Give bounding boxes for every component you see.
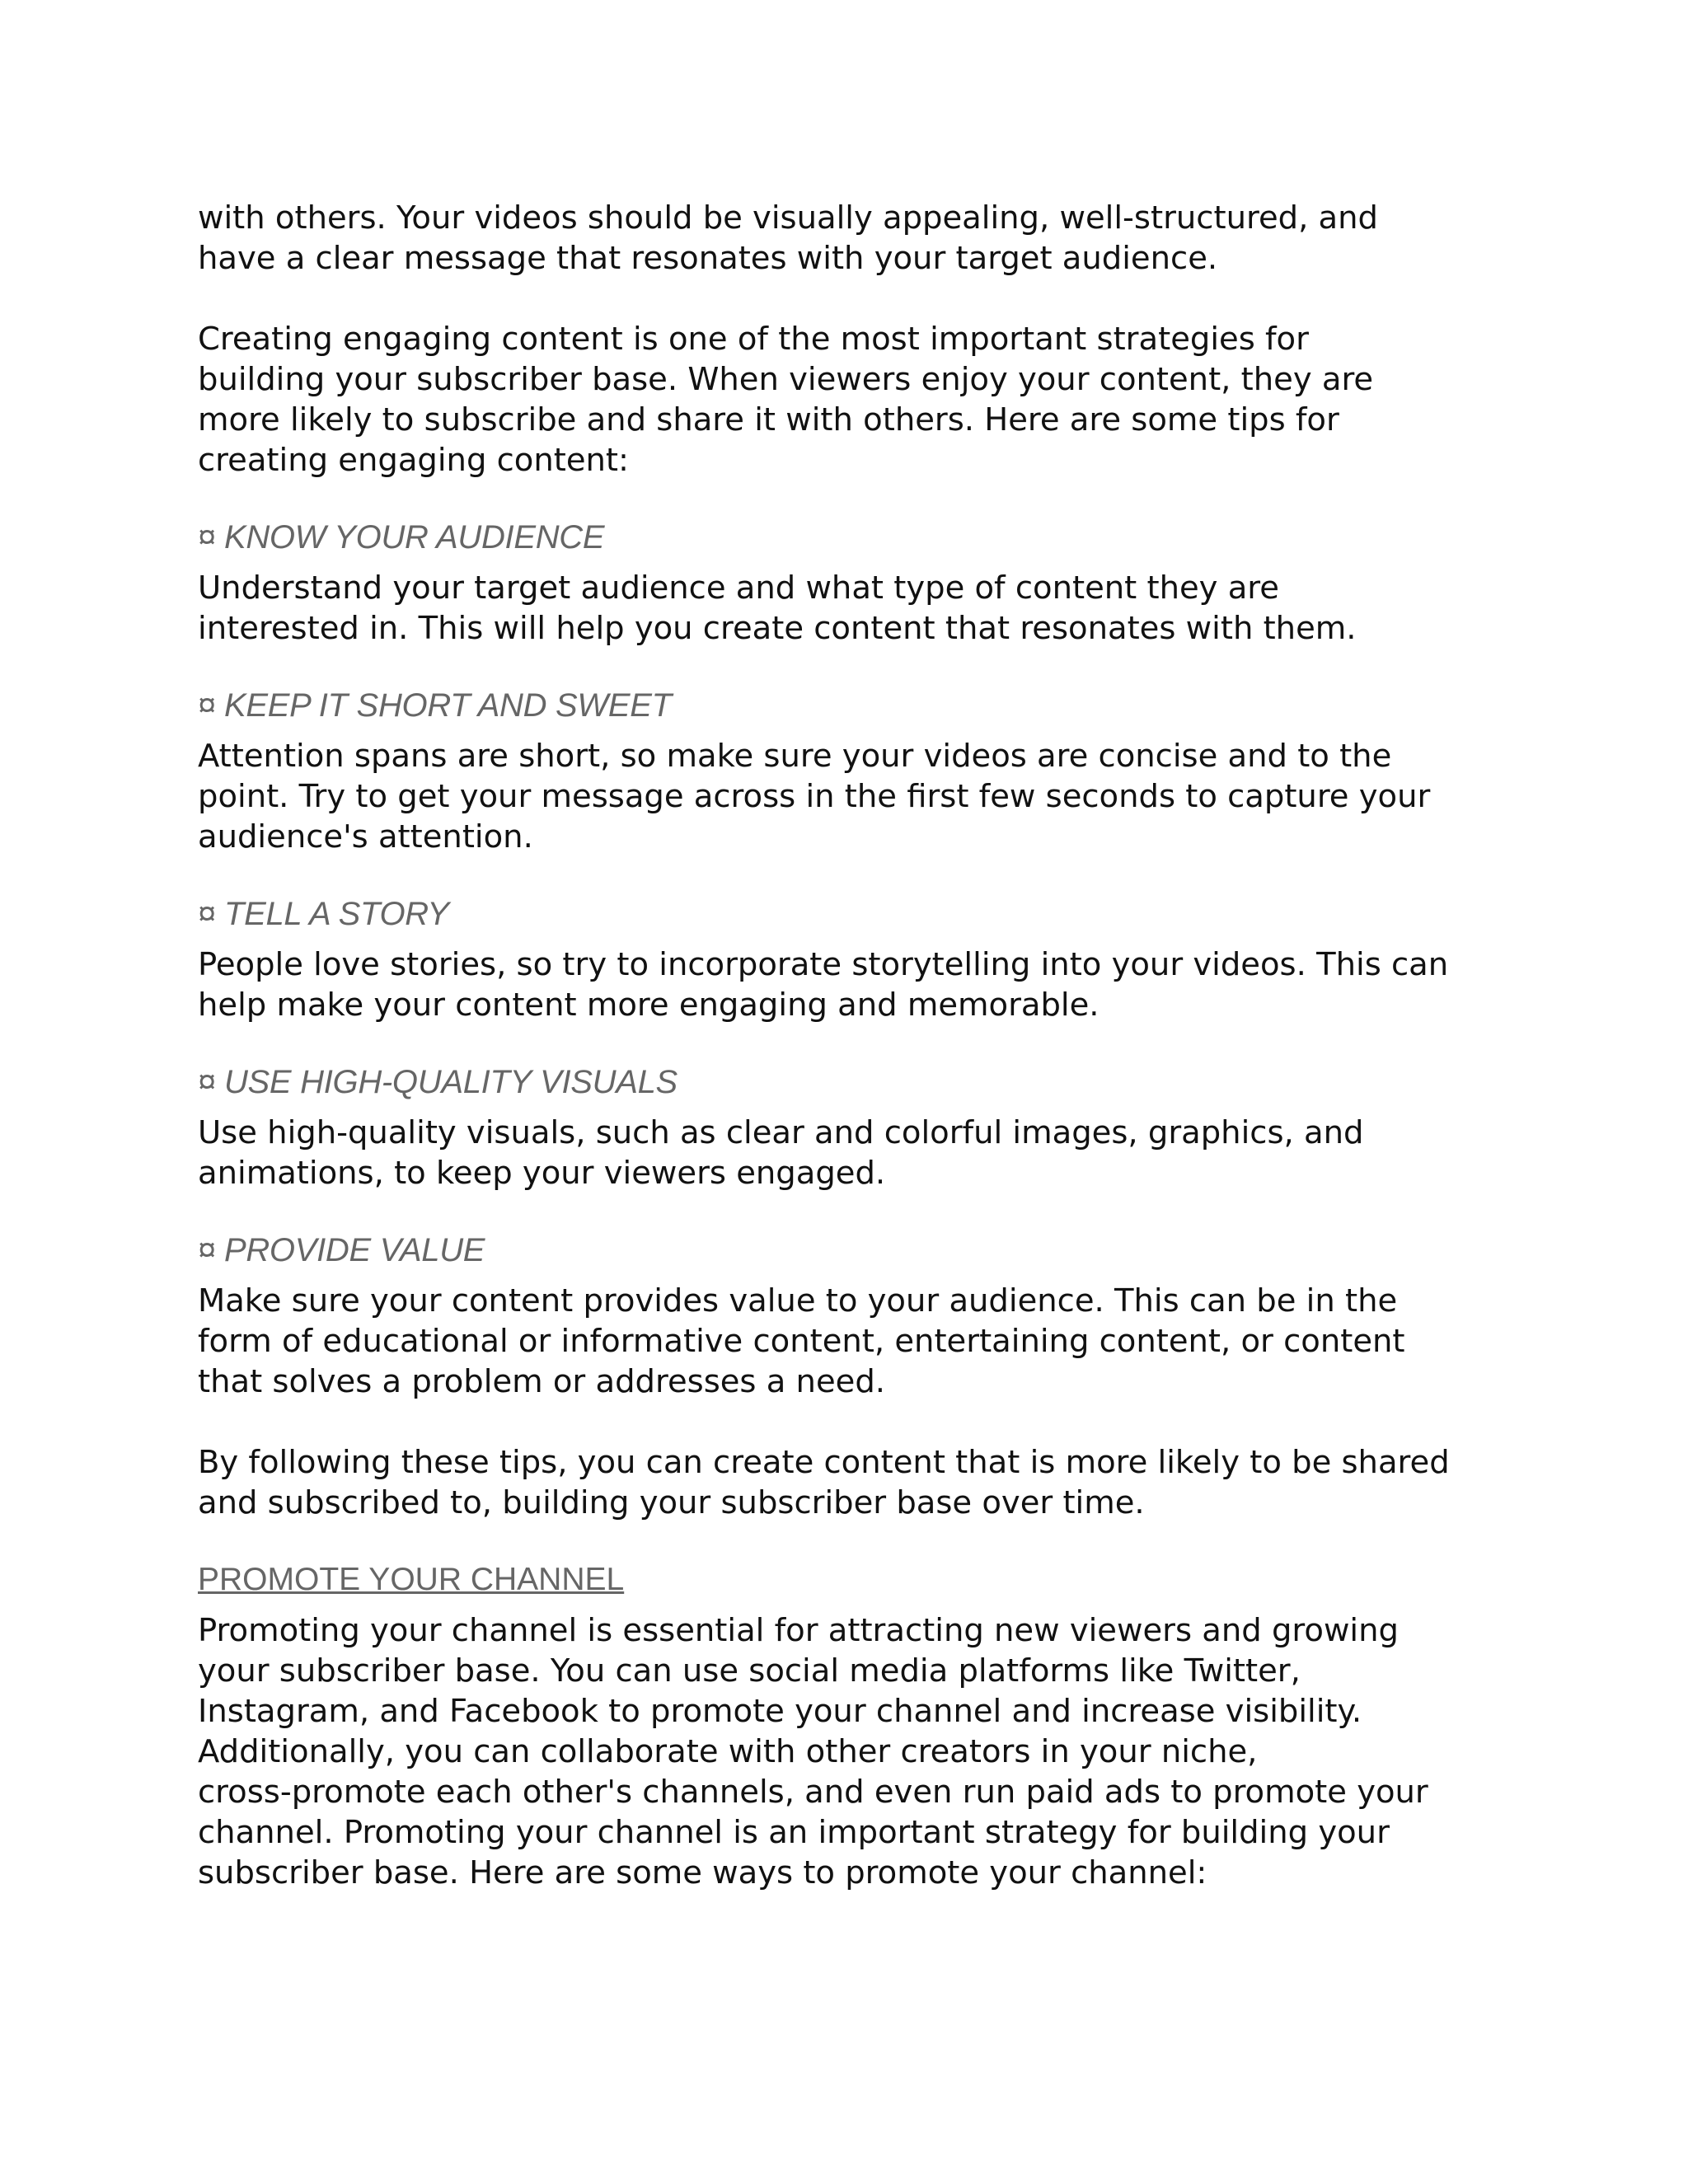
document-page: [198, 198, 1517, 1893]
currency-bullet-icon: ¤: [198, 687, 216, 724]
tip-body: Understand your target audience and what type of content they are interested in. This will help you create content that resonates with them.: [198, 569, 1357, 647]
tip-body: People love stories, so try to incorporate storytelling into your videos. This can help make your content more engaging and memorable.: [198, 946, 1449, 1024]
engaging-content-paragraph: Creating engaging content is one of the most important strategies for building your subscriber base. When viewers enjoy your content, they are more likely to subscribe and share it with others. Here are some tips for creating engaging content:: [198, 321, 1374, 479]
tip-heading: [198, 895, 1517, 933]
promote-channel-section: [198, 1561, 1517, 1893]
tip-heading-text: PROVIDE VALUE: [223, 1232, 485, 1268]
tip-heading-text: KEEP IT SHORT AND SWEET: [223, 687, 672, 724]
tip-heading-text: TELL A STORY: [223, 896, 449, 932]
tip-body: Use high-quality visuals, such as clear and colorful images, graphics, and animations, to keep your viewers engaged.: [198, 1114, 1364, 1192]
tip-heading-text: USE HIGH-QUALITY VISUALS: [223, 1064, 678, 1100]
tip-know-your-audience: [198, 518, 1517, 649]
currency-bullet-icon: ¤: [198, 896, 216, 932]
tip-keep-it-short: [198, 687, 1517, 857]
section-body: Promoting your channel is essential for attracting new viewers and growing your subscriber base. You can use social media platforms like Twitter, Instagram, and Facebook to promote your channel and increase visibility. Additionally, you can collaborate with other creators in your niche, cross-promote each other's channels, and even run paid ads to promote your channel. Promoting your channel is an important strategy for building your subscriber base. Here are some ways to promote your channel:: [198, 1612, 1428, 1891]
tip-provide-value: [198, 1231, 1517, 1402]
tip-heading: [198, 1231, 1517, 1269]
currency-bullet-icon: ¤: [198, 1064, 216, 1100]
tip-heading: [198, 687, 1517, 724]
tip-tell-a-story: [198, 895, 1517, 1025]
tip-body: Attention spans are short, so make sure your videos are concise and to the point. Try to get your message across in the first few seconds to capture your audience's attention.: [198, 738, 1431, 855]
currency-bullet-icon: ¤: [198, 1232, 216, 1268]
intro-paragraph: with others. Your videos should be visually appealing, well-structured, and have a clear message that resonates with your target audience.: [198, 199, 1378, 277]
currency-bullet-icon: ¤: [198, 519, 216, 555]
tip-heading: [198, 1063, 1517, 1101]
section-heading: PROMOTE YOUR CHANNEL: [198, 1562, 625, 1597]
tip-heading: [198, 518, 1517, 556]
tip-heading-text: KNOW YOUR AUDIENCE: [223, 519, 605, 555]
tip-body: Make sure your content provides value to your audience. This can be in the form of educational or informative content, entertaining content, or content that solves a problem or addresses a need.: [198, 1282, 1405, 1400]
closing-paragraph: By following these tips, you can create content that is more likely to be shared and subscribed to, building your subscriber base over time.: [198, 1444, 1450, 1521]
tip-high-quality-visuals: [198, 1063, 1517, 1193]
